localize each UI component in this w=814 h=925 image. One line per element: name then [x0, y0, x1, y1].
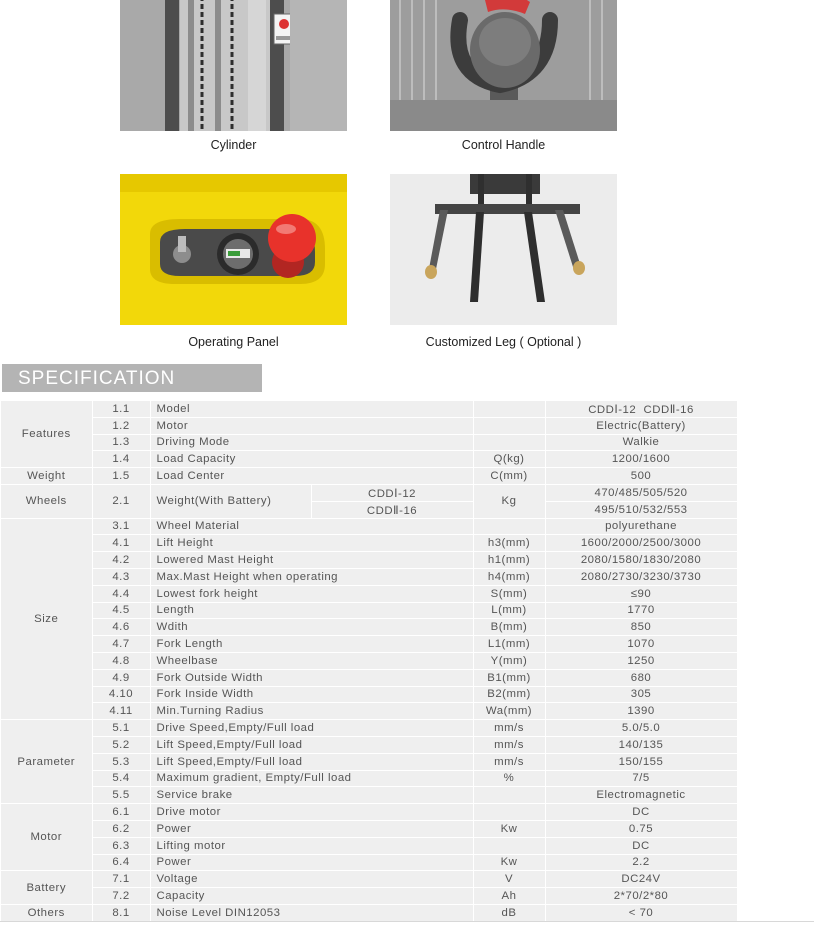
row-item: Lifting motor: [150, 837, 473, 854]
row-item: Service brake: [150, 787, 473, 804]
category-label: Size: [1, 518, 92, 720]
table-row: [1, 451, 737, 468]
row-unit: [473, 401, 545, 417]
table-row: [1, 804, 737, 821]
row-number: 5.2: [92, 736, 150, 753]
table-row: [1, 552, 737, 569]
row-unit: Y(mm): [473, 652, 545, 669]
row-submodel: CDDⅡ-16: [311, 501, 473, 518]
row-unit: Kg: [473, 484, 545, 518]
row-unit: [473, 804, 545, 821]
table-row: [1, 585, 737, 602]
category-label: Parameter: [1, 720, 92, 804]
row-item: Fork Inside Width: [150, 686, 473, 703]
row-value: 305: [545, 686, 737, 703]
category-label: Motor: [1, 804, 92, 871]
table-row: [1, 820, 737, 837]
row-value: Electromagnetic: [545, 787, 737, 804]
row-unit: S(mm): [473, 585, 545, 602]
specification-banner: SPECIFICATION: [2, 364, 262, 392]
row-item: Maximum gradient, Empty/Full load: [150, 770, 473, 787]
row-item: Fork Outside Width: [150, 669, 473, 686]
row-number: 5.4: [92, 770, 150, 787]
row-unit: mm/s: [473, 720, 545, 737]
row-unit: Wa(mm): [473, 703, 545, 720]
row-item: Fork Length: [150, 636, 473, 653]
table-row: [1, 753, 737, 770]
row-value: 1390: [545, 703, 737, 720]
row-number: 4.3: [92, 568, 150, 585]
row-item: Driving Mode: [150, 434, 473, 451]
row-unit: Ah: [473, 888, 545, 905]
row-item: Noise Level DIN12053: [150, 904, 473, 921]
row-number: 4.9: [92, 669, 150, 686]
table-row: [1, 401, 737, 417]
row-value: 2080/2730/3230/3730: [545, 568, 737, 585]
row-value: 1250: [545, 652, 737, 669]
row-number: 4.2: [92, 552, 150, 569]
row-number: 8.1: [92, 904, 150, 921]
row-unit: h3(mm): [473, 535, 545, 552]
row-item: Max.Mast Height when operating: [150, 568, 473, 585]
row-unit: h1(mm): [473, 552, 545, 569]
row-unit: [473, 434, 545, 451]
row-item: Lowest fork height: [150, 585, 473, 602]
row-item: Capacity: [150, 888, 473, 905]
table-row: [1, 434, 737, 451]
row-number: 4.7: [92, 636, 150, 653]
category-label: Features: [1, 401, 92, 468]
row-value: polyurethane: [545, 518, 737, 535]
table-row: [1, 484, 737, 501]
row-unit: mm/s: [473, 736, 545, 753]
row-value: 150/155: [545, 753, 737, 770]
row-item: Wheel Material: [150, 518, 473, 535]
row-unit: %: [473, 770, 545, 787]
row-unit: V: [473, 871, 545, 888]
customized-leg-caption: Customized Leg ( Optional ): [425, 335, 582, 349]
row-item: Length: [150, 602, 473, 619]
row-item: Lift Speed,Empty/Full load: [150, 753, 473, 770]
table-row: [1, 787, 737, 804]
table-row: [1, 636, 737, 653]
row-item: Drive Speed,Empty/Full load: [150, 720, 473, 737]
row-number: 4.4: [92, 585, 150, 602]
row-value: Walkie: [545, 434, 737, 451]
row-unit: C(mm): [473, 468, 545, 485]
table-row: [1, 686, 737, 703]
row-item: Load Center: [150, 468, 473, 485]
row-value: 2*70/2*80: [545, 888, 737, 905]
table-row: [1, 736, 737, 753]
category-label: Battery: [1, 871, 92, 905]
row-value: 7/5: [545, 770, 737, 787]
category-label: Wheels: [1, 484, 92, 518]
row-value: DC: [545, 837, 737, 854]
row-number: 4.8: [92, 652, 150, 669]
row-item: Lowered Mast Height: [150, 552, 473, 569]
table-row: [1, 669, 737, 686]
row-unit: B1(mm): [473, 669, 545, 686]
row-number: 6.3: [92, 837, 150, 854]
row-number: 1.3: [92, 434, 150, 451]
row-unit: mm/s: [473, 753, 545, 770]
row-number: 7.1: [92, 871, 150, 888]
row-value: DC24V: [545, 871, 737, 888]
row-value: 140/135: [545, 736, 737, 753]
row-item: Min.Turning Radius: [150, 703, 473, 720]
control-handle-photo: [390, 0, 617, 131]
row-item: Lift Height: [150, 535, 473, 552]
table-row: [1, 888, 737, 905]
row-number: 2.1: [92, 484, 150, 518]
table-row: [1, 703, 737, 720]
row-value: 2080/1580/1830/2080: [545, 552, 737, 569]
row-number: 6.4: [92, 854, 150, 871]
row-number: 5.3: [92, 753, 150, 770]
row-value: 1600/2000/2500/3000: [545, 535, 737, 552]
row-number: 1.2: [92, 417, 150, 434]
row-value: 2.2: [545, 854, 737, 871]
table-row: [1, 652, 737, 669]
row-number: 1.5: [92, 468, 150, 485]
row-value: 850: [545, 619, 737, 636]
row-item: Power: [150, 820, 473, 837]
row-value: 1200/1600: [545, 451, 737, 468]
category-label: Weight: [1, 468, 92, 485]
row-submodel: CDDⅠ-12: [311, 484, 473, 501]
row-value: ≤90: [545, 585, 737, 602]
row-number: 1.1: [92, 401, 150, 417]
operating-panel-caption: Operating Panel: [188, 335, 279, 349]
table-row: [1, 904, 737, 921]
row-value: < 70: [545, 904, 737, 921]
row-item: Weight(With Battery): [150, 484, 311, 518]
table-row: [1, 568, 737, 585]
cylinder-caption: Cylinder: [210, 138, 257, 152]
row-unit: B(mm): [473, 619, 545, 636]
table-row: [1, 720, 737, 737]
table-row: [1, 468, 737, 485]
table-row: [1, 619, 737, 636]
row-unit: h4(mm): [473, 568, 545, 585]
category-label: Others: [1, 904, 92, 921]
row-unit: L(mm): [473, 602, 545, 619]
row-unit: [473, 837, 545, 854]
row-number: 7.2: [92, 888, 150, 905]
row-value: 680: [545, 669, 737, 686]
row-value: CDDⅠ-12 CDDⅡ-16: [545, 401, 737, 417]
bottom-divider: [0, 921, 814, 922]
control-handle-caption: Control Handle: [461, 138, 546, 152]
row-unit: [473, 417, 545, 434]
row-unit: dB: [473, 904, 545, 921]
row-number: 4.6: [92, 619, 150, 636]
row-value: 1070: [545, 636, 737, 653]
row-item: Wheelbase: [150, 652, 473, 669]
row-value: 470/485/505/520: [545, 484, 737, 501]
specification-table: [1, 401, 738, 922]
row-item: Wdith: [150, 619, 473, 636]
row-item: Power: [150, 854, 473, 871]
row-value: DC: [545, 804, 737, 821]
table-row: [1, 417, 737, 434]
customized-leg-photo: [390, 174, 617, 325]
row-unit: Kw: [473, 854, 545, 871]
row-number: 5.1: [92, 720, 150, 737]
table-row: [1, 837, 737, 854]
row-item: Voltage: [150, 871, 473, 888]
row-item: Load Capacity: [150, 451, 473, 468]
row-unit: L1(mm): [473, 636, 545, 653]
row-value: 495/510/532/553: [545, 501, 737, 518]
row-number: 4.10: [92, 686, 150, 703]
row-item: Lift Speed,Empty/Full load: [150, 736, 473, 753]
row-unit: [473, 787, 545, 804]
table-row: [1, 518, 737, 535]
row-number: 4.11: [92, 703, 150, 720]
row-unit: Kw: [473, 820, 545, 837]
row-item: Motor: [150, 417, 473, 434]
operating-panel-photo: [120, 174, 347, 325]
row-number: 3.1: [92, 518, 150, 535]
row-value: 1770: [545, 602, 737, 619]
table-row: [1, 871, 737, 888]
row-item: Model: [150, 401, 473, 417]
row-number: 6.2: [92, 820, 150, 837]
row-number: 4.1: [92, 535, 150, 552]
row-value: 5.0/5.0: [545, 720, 737, 737]
row-value: 0.75: [545, 820, 737, 837]
cylinder-photo: [120, 0, 347, 131]
row-unit: Q(kg): [473, 451, 545, 468]
row-number: 5.5: [92, 787, 150, 804]
table-row: [1, 602, 737, 619]
row-unit: [473, 518, 545, 535]
row-unit: B2(mm): [473, 686, 545, 703]
table-row: [1, 854, 737, 871]
row-number: 6.1: [92, 804, 150, 821]
table-row: [1, 770, 737, 787]
row-number: 1.4: [92, 451, 150, 468]
row-value: 500: [545, 468, 737, 485]
row-item: Drive motor: [150, 804, 473, 821]
row-number: 4.5: [92, 602, 150, 619]
table-row: [1, 535, 737, 552]
row-value: Electric(Battery): [545, 417, 737, 434]
